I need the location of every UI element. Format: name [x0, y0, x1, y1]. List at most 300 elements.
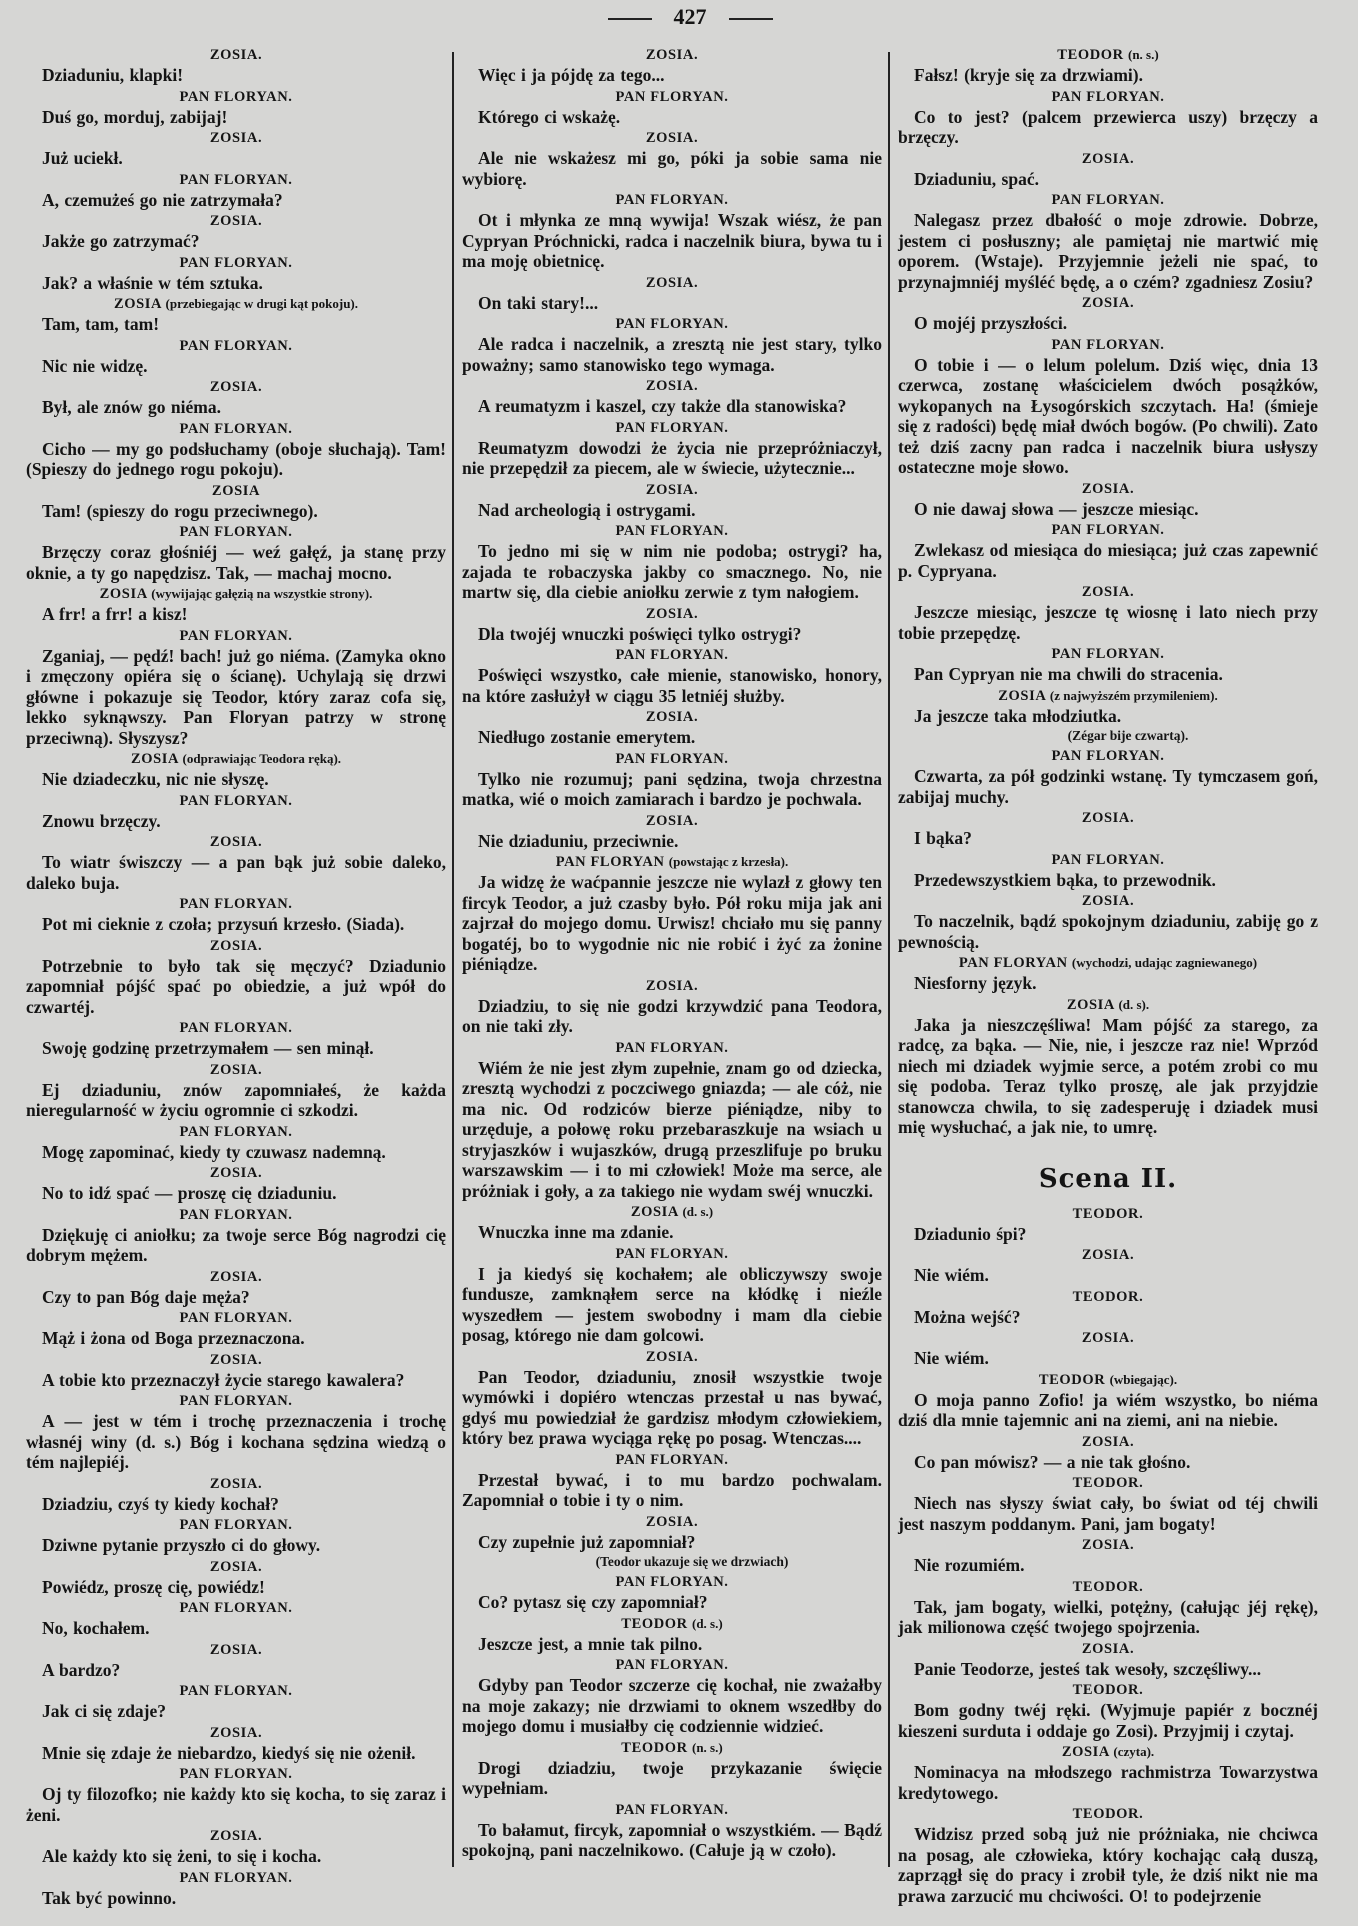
speaker-direction: (wychodzi, udając zagniewanego) — [1071, 955, 1258, 970]
dialogue-line: Nie dziaduniu, przeciwnie. — [478, 830, 679, 851]
speaker-label — [26, 1018, 446, 1038]
speaker-name: PAN FLORYAN. — [179, 627, 293, 644]
speaker-label — [462, 976, 882, 996]
speaker-name: ZOSIA — [998, 687, 1046, 704]
dialogue-line: No, kochałem. — [42, 1618, 150, 1638]
speaker-direction: (n. s.) — [1127, 47, 1159, 62]
speaker-name: ZOSIA — [630, 1204, 679, 1220]
speaker-label — [26, 1122, 446, 1142]
speaker-label — [462, 1450, 882, 1470]
speaker-label — [26, 377, 446, 397]
speaker-name: PAN FLORYAN. — [1051, 646, 1165, 662]
speaker-direction: (odprawiając Teodora ręką). — [182, 751, 342, 766]
speaker-name: ZOSIA. — [1081, 1247, 1135, 1263]
dialogue-line: Przedewszystkiem bąka, to przewodnik. — [914, 869, 1216, 890]
dialogue-line: Był, ale znów go niéma. — [42, 397, 221, 417]
speaker-name: ZOSIA. — [1081, 1640, 1135, 1657]
dialogue-line: Powiédz, proszę cię, powiédz! — [42, 1576, 265, 1597]
speaker-name: TEODOR — [621, 1615, 688, 1632]
speaker-label — [462, 852, 882, 872]
speaker-label — [26, 894, 446, 914]
speaker-name: ZOSIA. — [645, 274, 699, 291]
speaker-name: TEODOR. — [1072, 1578, 1144, 1595]
dialogue-line: Ja jeszcze taka młodziutka. — [914, 705, 1122, 726]
speaker-name: ZOSIA. — [645, 1513, 699, 1530]
dialogue-line: Znowu brzęczy. — [42, 810, 161, 831]
page-number-dash — [729, 18, 773, 20]
speaker-label — [26, 1557, 446, 1577]
speaker-name: ZOSIA. — [209, 213, 263, 229]
speaker-label — [26, 1868, 446, 1888]
speaker-label — [26, 1474, 446, 1494]
dialogue-line: Nominacya na młodszego rachmistrza Towarzystwa kredytowego. — [898, 1762, 1318, 1803]
speaker-name: ZOSIA. — [209, 937, 263, 954]
dialogue-line: Fałsz! (kryje się za drzwiami). — [914, 65, 1143, 85]
speaker-label — [462, 1347, 882, 1367]
speaker-label — [26, 584, 446, 604]
speaker-label — [898, 87, 1318, 107]
speaker-name: PAN FLORYAN. — [179, 1020, 293, 1036]
speaker-direction: (wbiegając). — [1109, 1371, 1178, 1387]
speaker-name: PAN FLORYAN. — [615, 523, 729, 539]
page-number — [540, 4, 840, 30]
speaker-name: TEODOR — [621, 1739, 688, 1756]
speaker-label — [898, 479, 1318, 499]
speaker-name: PAN FLORYAN. — [615, 750, 729, 767]
column-divider — [888, 52, 890, 1867]
speaker-label — [898, 1742, 1318, 1762]
speaker-direction: (wywijając gałęzią na wszystkie strony). — [151, 586, 373, 601]
speaker-label — [462, 190, 882, 210]
dialogue-line: Czy zupełnie już zapomniał? — [478, 1531, 696, 1552]
speaker-label — [462, 87, 882, 107]
speaker-label — [898, 582, 1318, 602]
speaker-direction: (d. s.) — [682, 1204, 714, 1219]
dialogue-line: Jeszcze miesiąc, jeszcze tę wiosnę i lato niech przy tobie przepędzę. — [898, 602, 1318, 643]
dialogue-line: Niedługo zostanie emerytem. — [478, 727, 696, 747]
speaker-label — [26, 1060, 446, 1080]
dialogue-line: Nie dziadeczku, nic nie słyszę. — [42, 769, 269, 789]
speaker-label — [898, 1287, 1318, 1307]
speaker-name: PAN FLORYAN. — [1051, 192, 1165, 208]
dialogue-line: Duś go, morduj, zabijaj! — [42, 106, 228, 127]
dialogue-line: Wiém że nie jest złym zupełnie, znam go od dziecka, zresztą wychodzi z poczciwego gniazda; — ale cóż, nie ma nic. Od rodziców bierze piéniądze, niby to urzęduje, a połowę roku przebaraszkuje na wsiach u stryjaszków i wujaszków, drugą przeszlifuje po bruku warszawskim — i to mi człowiek! Może ma serce, ale próżniak i goły, a za takiego nie wydam swéj wnuczki. — [462, 1057, 882, 1201]
speaker-name: PAN FLORYAN. — [615, 192, 729, 208]
dialogue-line: Mogę zapominać, kiedy ty czuwasz nademną. — [42, 1141, 386, 1162]
speaker-label — [462, 811, 882, 831]
speaker-name: PAN FLORYAN — [555, 854, 665, 870]
speaker-name: ZOSIA. — [645, 605, 699, 622]
speaker-label — [898, 1204, 1318, 1224]
speaker-name: PAN FLORYAN. — [615, 1245, 729, 1262]
speaker-label — [462, 480, 882, 500]
speaker-name: TEODOR. — [1072, 1475, 1144, 1491]
dialogue-line: Czy to pan Bóg daje męża? — [42, 1286, 250, 1307]
speaker-name: ZOSIA. — [645, 47, 699, 63]
speaker-name: ZOSIA — [99, 586, 147, 602]
dialogue-line: Dziwne pytanie przyszło ci do głowy. — [42, 1535, 321, 1555]
speaker-label — [898, 520, 1318, 540]
speaker-name: PAN FLORYAN. — [1051, 851, 1165, 868]
speaker-label — [898, 1577, 1318, 1597]
speaker-name: PAN FLORYAN. — [179, 1517, 293, 1533]
speaker-label — [26, 1350, 446, 1370]
dialogue-line: Nalegasz przez dbałość o moje zdrowie. Dobrze, jestem ci posłuszny; ale pamiętaj nie martwić mię oporem. (Wstaje). Przyjemnie jeżeli nie spać, to przynajmniéj myśléć będę, a o czém? zgadniesz Zosiu? — [898, 210, 1318, 292]
dialogue-line: Co pan mówisz? — a nie tak głośno. — [914, 1451, 1191, 1472]
dialogue-line: Nie rozumiém. — [914, 1555, 1025, 1575]
speaker-direction: (d. s). — [1118, 996, 1150, 1012]
speaker-direction: (powstając z krzesła). — [668, 854, 789, 869]
speaker-label — [462, 1614, 882, 1634]
speaker-name: PAN FLORYAN. — [615, 1039, 729, 1056]
speaker-name: PAN FLORYAN. — [179, 88, 293, 105]
speaker-label — [26, 1205, 446, 1225]
speaker-name: PAN FLORYAN. — [615, 88, 729, 105]
speaker-name: PAN FLORYAN. — [179, 896, 293, 912]
dialogue-line: A frr! a frr! a kisz! — [42, 604, 188, 624]
speaker-name: ZOSIA. — [209, 1558, 263, 1575]
speaker-name: ZOSIA. — [645, 378, 699, 394]
speaker-label — [26, 336, 446, 356]
speaker-name: PAN FLORYAN. — [615, 1801, 729, 1818]
speaker-name: PAN FLORYAN. — [179, 1683, 293, 1699]
dialogue-line: Jakże go zatrzymać? — [42, 231, 200, 251]
speaker-name: PAN FLORYAN. — [179, 1393, 293, 1409]
speaker-label — [26, 1163, 446, 1183]
speaker-direction: (przebiegając w drugi kąt pokoju). — [165, 296, 359, 311]
dialogue-line: Tylko nie rozumuj; pani sędzina, twoja chrzestna matka, wié o moich zamiarach i bardzo je pochwala. — [462, 768, 882, 809]
dialogue-line: Tak być powinno. — [42, 1887, 177, 1908]
stage-direction: (Teodor ukazuje się we drzwiach) — [595, 1554, 789, 1569]
speaker-label — [462, 273, 882, 293]
dialogue-line: Poświęci wszystko, całe mienie, stanowisko, honory, na które zasłużył w ciągu 35 letniéj służby. — [462, 665, 882, 706]
speaker-label — [462, 45, 882, 65]
speaker-label — [26, 1826, 446, 1846]
dialogue-line: Ja widzę że waćpannie jeszcze nie wylazł z głowy ten fircyk Teodor, a już czasby było. Pół roku mija jak ani zajrzał do mojego domu. Urwisz! chciało mu się panny bogatéj, bo to wygodnie nic nie robić i żyć za żonine piéniądze. — [462, 872, 882, 974]
speaker-name: ZOSIA. — [645, 977, 699, 994]
speaker-label — [898, 1370, 1318, 1390]
speaker-label — [26, 253, 446, 273]
speaker-name: ZOSIA. — [209, 1268, 263, 1285]
speaker-label — [462, 1800, 882, 1820]
speaker-name: ZOSIA. — [1081, 810, 1135, 826]
speaker-label — [462, 604, 882, 624]
speaker-name: PAN FLORYAN. — [615, 1574, 729, 1590]
dialogue-line: O tobie i — o lelum polelum. Dziś więc, dnia 13 czerwca, zostanę właścicielem dwóch posążków, wykopanych na Łysogórskich szczytach. Ha! (śmieje się z radości) będę miał dwóch bogów. (Po chwili). Zato też dziś zacny pan radca i naczelnik biura usłyszy ostateczne moje słowo. — [898, 354, 1318, 477]
dialogue-line: Tak, jam bogaty, wielki, potężny, (całując jéj rękę), jak milionowa część twojego spojrzenia. — [898, 1596, 1318, 1637]
speaker-name: TEODOR. — [1072, 1682, 1144, 1698]
speaker-label — [898, 149, 1318, 169]
speaker-label — [26, 211, 446, 231]
dialogue-line: Mąż i żona od Boga przeznaczona. — [42, 1328, 305, 1348]
dialogue-line: O moja panno Zofio! ja wiém wszystko, bo niéma dziś dla mnie tajemnic ani na ziemi, ani na niebie. — [898, 1389, 1318, 1430]
dialogue-line: Tam, tam, tam! — [42, 314, 160, 334]
speaker-name: ZOSIA. — [645, 709, 699, 725]
speaker-label — [26, 1391, 446, 1411]
speaker-label — [898, 1680, 1318, 1700]
dialogue-line: Zganiaj, — pędź! bach! już go niéma. (Zamyka okno i zmęczony opiéra się o ścianę). Uchylają się drzwi główne i pokazuje się Teodor, który zaraz cofa się, lekko syknąwszy. Pan Floryan patrzy w stronę przeciwną). Słyszysz? — [26, 645, 446, 748]
dialogue-line: Mnie się zdaje że niebardzo, kiedyś się nie ożenił. — [42, 1742, 416, 1763]
speaker-label — [462, 645, 882, 665]
speaker-name: PAN FLORYAN. — [179, 420, 293, 437]
dialogue-line: Jeszcze jest, a mnie tak pilno. — [478, 1633, 703, 1654]
speaker-name: ZOSIA. — [1081, 480, 1135, 497]
dialogue-line: Tam! (spieszy do rogu przeciwnego). — [42, 500, 318, 521]
speaker-label — [26, 832, 446, 852]
speaker-name: ZOSIA. — [1081, 1433, 1135, 1450]
speaker-name: ZOSIA. — [209, 1641, 263, 1658]
dialogue-line: Widzisz przed sobą już nie próżniaka, nie chciwca na posag, ale człowieka, który kochając całą duszą, zaprzągł się do pracy i zrobił tyle, że dziś nikt nie ma prawa zarzucić mu chciwości. O! to podejrzenie — [898, 1824, 1318, 1906]
speaker-name: ZOSIA — [1066, 996, 1115, 1013]
speaker-label — [462, 1512, 882, 1532]
dialogue-line: Pan Teodor, dziaduniu, znosił wszystkie twoje wymówki i dopiéro wtenczas przestał u nas bywać, gdyś mu powiedział że gardzisz młodym człowiekiem, który bez prawa wyciąga rękę po posag. Wtenczas.... — [462, 1366, 882, 1448]
speaker-label — [26, 1764, 446, 1784]
speaker-label — [462, 376, 882, 396]
dialogue-line: Pan Cypryan nie ma chwili do stracenia. — [914, 664, 1223, 684]
speaker-label — [26, 128, 446, 148]
speaker-label — [26, 522, 446, 542]
speaker-label — [462, 1202, 882, 1222]
dialogue-line: Jak ci się zdaje? — [42, 1701, 167, 1721]
dialogue-line: Co to jest? (palcem przewierca uszy) brzęczy a brzęczy. — [898, 106, 1318, 147]
speaker-label — [898, 1328, 1318, 1348]
speaker-label — [462, 128, 882, 148]
speaker-label — [898, 850, 1318, 870]
speaker-label — [26, 936, 446, 956]
dialogue-line: O mojéj przyszłości. — [914, 313, 1068, 333]
dialogue-line: Więc i ja pójdę za tego... — [478, 65, 665, 85]
page-number-dash — [608, 18, 652, 20]
dialogue-line: Nad archeologią i ostrygami. — [478, 499, 696, 520]
speaker-name: ZOSIA. — [209, 1061, 263, 1078]
speaker-name: PAN FLORYAN. — [1051, 336, 1165, 353]
speaker-name: ZOSIA — [211, 482, 261, 499]
dialogue-line: To jedno mi się w nim nie podoba; ostrygi? ha, zajada te robaczyska jakby co smacznego. No, nie martw się, dla ciebie aniołku zerwie z tym nałogiem. — [462, 541, 882, 602]
speaker-name: ZOSIA. — [1081, 295, 1135, 311]
speaker-name: ZOSIA — [1061, 1744, 1110, 1760]
dialogue-line: Niesforny język. — [914, 973, 1037, 993]
text-column-1 — [26, 44, 446, 1908]
speaker-name: ZOSIA. — [645, 130, 699, 146]
speaker-name: PAN FLORYAN. — [179, 524, 293, 540]
dialogue-line: Czwarta, za pół godzinki wstanę. Ty tymczasem goń, zabijaj muchy. — [898, 766, 1318, 807]
speaker-label — [898, 995, 1318, 1015]
speaker-name: ZOSIA — [130, 751, 179, 767]
speaker-label — [462, 1655, 882, 1675]
speaker-name: ZOSIA. — [209, 1724, 263, 1741]
speaker-label — [898, 1473, 1318, 1493]
dialogue-line: Pot mi cieknie z czoła; przysuń krzesło. (Siada). — [42, 914, 405, 934]
speaker-name: PAN FLORYAN. — [615, 1451, 729, 1468]
speaker-label — [898, 686, 1318, 706]
speaker-label — [26, 1308, 446, 1328]
scene-heading: Scena II. — [1038, 1163, 1178, 1194]
speaker-name: PAN FLORYAN. — [179, 1766, 293, 1782]
speaker-label — [898, 891, 1318, 911]
speaker-name: ZOSIA. — [209, 1828, 263, 1844]
speaker-label — [898, 1535, 1318, 1555]
speaker-name: ZOSIA. — [645, 812, 699, 829]
speaker-name: PAN FLORYAN. — [179, 337, 293, 354]
speaker-label — [462, 707, 882, 727]
dialogue-line: Gdyby pan Teodor szczerze cię kochał, nie zważałby na moje zakazy; nie drzwiami to oknem wszedłby do mojego domu i musiałby cię codziennie widzieć. — [462, 1675, 882, 1736]
dialogue-line: Niech nas słyszy świat cały, bo świat od téj chwili jest naszym poddanym. Pani, jam bogaty! — [898, 1493, 1318, 1534]
dialogue-line: A tobie kto przeznaczył życie starego kawalera? — [42, 1369, 405, 1390]
speaker-name: PAN FLORYAN. — [179, 792, 293, 809]
dialogue-line: Co? pytasz się czy zapomniał? — [478, 1592, 708, 1612]
speaker-name: PAN FLORYAN. — [179, 1600, 293, 1616]
dialogue-line: Którego ci wskażę. — [478, 106, 621, 127]
speaker-label — [26, 45, 446, 65]
speaker-label — [26, 749, 446, 769]
speaker-name: PAN FLORYAN. — [615, 419, 729, 436]
dialogue-line: Dziadziu, czyś ty kiedy kochał? — [42, 1493, 279, 1514]
speaker-label — [898, 1639, 1318, 1659]
speaker-name: PAN FLORYAN. — [1051, 522, 1165, 538]
speaker-label — [26, 1515, 446, 1535]
dialogue-line: Nie wiém. — [914, 1265, 989, 1285]
dialogue-line: Ej dziaduniu, znów zapomniałeś, że każda nieregularność w życiu ogromnie ci szkodzi. — [26, 1079, 446, 1120]
dialogue-line: Dziadziu, to się nie godzi krzywdzić pana Teodora, on nie taki zły. — [462, 995, 882, 1036]
speaker-name: TEODOR — [1038, 1371, 1106, 1388]
speaker-direction: (d. s.) — [691, 1615, 723, 1631]
dialogue-line: Ale radca i naczelnik, a zresztą nie jest stary, tylko poważny; samo stanowisko tego wymaga. — [462, 334, 882, 375]
speaker-name: TEODOR. — [1072, 1205, 1144, 1222]
speaker-name: TEODOR — [1057, 47, 1124, 63]
column-divider — [452, 52, 454, 1867]
speaker-label — [462, 521, 882, 541]
speaker-label — [26, 791, 446, 811]
dialogue-line: Można wejść? — [914, 1306, 1021, 1327]
speaker-name: ZOSIA. — [1081, 150, 1135, 167]
speaker-label — [462, 1038, 882, 1058]
speaker-name: ZOSIA. — [209, 1475, 263, 1492]
dialogue-line: On taki stary!... — [478, 292, 599, 313]
speaker-label — [26, 1640, 446, 1660]
speaker-name: PAN FLORYAN. — [179, 254, 293, 271]
dialogue-line: I bąka? — [914, 828, 972, 848]
dialogue-line: Drogi dziadziu, twoje przykazanie święcie wypełniam. — [462, 1757, 882, 1798]
speaker-label — [898, 190, 1318, 210]
dialogue-line: Potrzebnie to było tak się męczyć? Dziadunio zapomniał pójść spać po obiedzie, a już wpół do czwartéj. — [26, 955, 446, 1017]
speaker-label — [26, 170, 446, 190]
dialogue-line: Przestał bywać, i to mu bardzo pochwalam. Zapomniał o tobie i ty o nim. — [462, 1469, 882, 1510]
speaker-name: PAN FLORYAN. — [179, 1310, 293, 1326]
text-column-3 — [898, 44, 1318, 1906]
speaker-label — [462, 1244, 882, 1264]
dialogue-line: Dziaduniu, klapki! — [42, 65, 184, 85]
speaker-label — [462, 418, 882, 438]
speaker-name: ZOSIA. — [1081, 584, 1135, 600]
dialogue-line: Swoję godzinę przetrzymałem — sen minął. — [42, 1038, 374, 1058]
speaker-label — [26, 87, 446, 107]
speaker-label — [26, 481, 446, 501]
text-column-2 — [462, 44, 882, 1861]
speaker-name: PAN FLORYAN. — [1051, 748, 1165, 764]
speaker-name: TEODOR. — [1072, 1288, 1144, 1305]
speaker-name: ZOSIA. — [209, 379, 263, 395]
dialogue-line: Już uciekł. — [42, 148, 123, 168]
dialogue-line: Zwlekasz od miesiąca do miesiąca; już czas zapewnić p. Cypryana. — [898, 540, 1318, 581]
speaker-name: ZOSIA. — [209, 1351, 263, 1368]
speaker-label — [462, 314, 882, 334]
speaker-name: ZOSIA. — [1081, 1537, 1135, 1553]
speaker-name: ZOSIA. — [209, 834, 263, 850]
speaker-name: PAN FLORYAN — [958, 955, 1068, 971]
dialogue-line: Ot i młynka ze mną wywija! Wszak wiész, że pan Cypryan Próchnicki, radca i naczelnik biura, bywa tu i ma moję obietnicę. — [462, 210, 882, 271]
dialogue-line: Reumatyzm dowodzi że życia nie przepróżniaczył, nie przepędził za piecem, ale w świecie, użytecznie... — [462, 437, 882, 478]
speaker-label — [26, 1267, 446, 1287]
dialogue-line: Dziadunio śpi? — [914, 1223, 1027, 1244]
dialogue-line: Panie Teodorze, jesteś tak wesoły, szczęśliwy... — [914, 1658, 1262, 1679]
dialogue-line: Dla twojéj wnuczki poświęci tylko ostrygi? — [478, 623, 802, 644]
speaker-name: ZOSIA. — [1081, 893, 1135, 909]
dialogue-line: A — jest w tém i trochę przeznaczenia i trochę własnéj winy (d. s.) Bóg i kochana sędzina wiedzą o tém najlepiéj. — [26, 1411, 446, 1472]
speaker-name: ZOSIA. — [209, 47, 263, 63]
speaker-name: TEODOR. — [1072, 1806, 1144, 1822]
dialogue-line: I ja kiedyś się kochałem; ale obliczywszy swoje fundusze, zamknąłem serce na kłódkę i nieźle wyszedłem — jestem swobodny i mam dla ciebie posag, którego nie dam golcowi. — [462, 1263, 882, 1345]
speaker-name: ZOSIA. — [209, 1165, 263, 1181]
speaker-label — [898, 1804, 1318, 1824]
speaker-name: PAN FLORYAN. — [615, 316, 729, 332]
dialogue-line: Jak? a właśnie w tém sztuka. — [42, 272, 263, 293]
dialogue-line: Nic nie widzę. — [42, 355, 148, 376]
speaker-name: PAN FLORYAN. — [615, 1657, 729, 1673]
speaker-name: ZOSIA — [113, 296, 162, 312]
dialogue-line: A bardzo? — [42, 1659, 121, 1680]
speaker-label — [26, 626, 446, 646]
dialogue-line: Ale każdy kto się żeni, to się i kocha. — [42, 1846, 322, 1866]
dialogue-line: Dziękuję ci aniołku; za twoje serce Bóg nagrodzi cię dobrym mężem. — [26, 1224, 446, 1265]
speaker-name: PAN FLORYAN. — [179, 1206, 293, 1223]
speaker-label — [898, 644, 1318, 664]
speaker-label — [898, 45, 1318, 65]
dialogue-line: No to idź spać — proszę cię dziaduniu. — [42, 1183, 337, 1203]
dialogue-line: To wiatr świszczy — a pan bąk już sobie daleko, daleko buja. — [26, 852, 446, 893]
dialogue-line: O nie dawaj słowa — jeszcze miesiąc. — [914, 498, 1199, 519]
dialogue-line: Nie wiém. — [914, 1348, 989, 1368]
speaker-label — [462, 1572, 882, 1592]
speaker-label — [26, 419, 446, 439]
speaker-name: ZOSIA. — [645, 1348, 699, 1365]
speaker-label — [26, 294, 446, 314]
speaker-label — [26, 1681, 446, 1701]
dialogue-line: To naczelnik, bądź spokojnym dziaduniu, zabiję go z pewnością. — [898, 911, 1318, 952]
speaker-name: ZOSIA. — [1081, 1330, 1135, 1346]
speaker-direction: (z najwyższém przymileniem). — [1049, 687, 1218, 703]
dialogue-line: Wnuczka inne ma zdanie. — [478, 1222, 674, 1242]
speaker-name: ZOSIA. — [645, 481, 699, 498]
dialogue-line: Ale nie wskażesz mi go, póki ja sobie sama nie wybiorę. — [462, 148, 882, 189]
speaker-label — [898, 808, 1318, 828]
speaker-label — [898, 335, 1318, 355]
dialogue-line: Cicho — my go podsłuchamy (oboje słuchają). Tam! (Spieszy do jednego rogu pokoju). — [26, 438, 446, 479]
dialogue-line: A reumatyzm i kaszel, czy także dla stanowiska? — [478, 396, 847, 416]
dialogue-line: Dziaduniu, spać. — [914, 168, 1039, 189]
speaker-label — [898, 293, 1318, 313]
speaker-name: PAN FLORYAN. — [179, 171, 293, 188]
speaker-label — [898, 953, 1318, 973]
speaker-label — [26, 1723, 446, 1743]
speaker-label — [898, 1432, 1318, 1452]
speaker-label — [26, 1598, 446, 1618]
speaker-label — [462, 1738, 882, 1758]
speaker-name: ZOSIA. — [209, 130, 263, 146]
speaker-direction: (n. s.) — [691, 1739, 723, 1755]
speaker-label — [898, 1245, 1318, 1265]
dialogue-line: Jaka ja nieszczęśliwa! Mam pójść za starego, za radcę, za bąka. — Nie, nie, i jeszcze raz nie! Wprzód niech mi dziadek wyjmie serce, a potém zrobi co mu się podoba. Teraz tylko proszę, ale jak przyjdzie stanowcza chwila, to się zadesperuję i dziadek musi mię wysłuchać, a jak nie, to umrę. — [898, 1014, 1318, 1137]
stage-direction: (Zégar bije czwartą). — [1067, 728, 1189, 743]
